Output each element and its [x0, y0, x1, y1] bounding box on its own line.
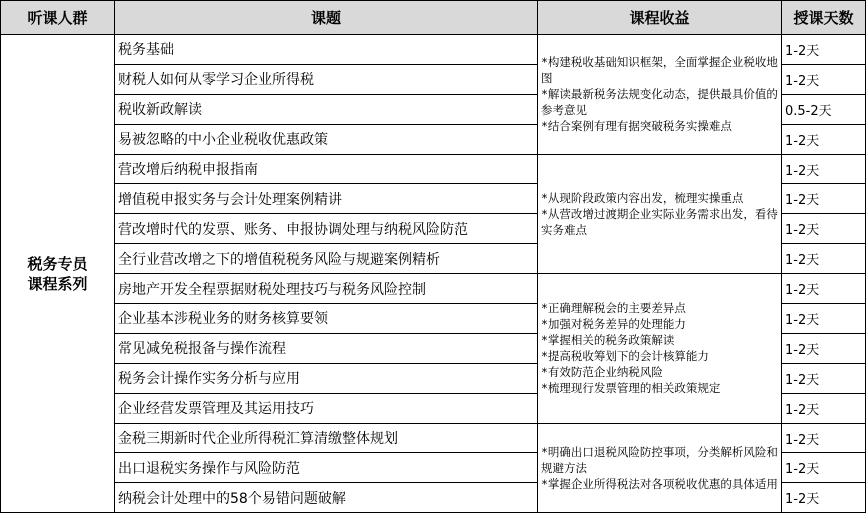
header-topic: 课题 — [115, 1, 538, 35]
topic-cell: 税收新政解读 — [115, 94, 538, 124]
benefit-cell — [538, 423, 782, 513]
audience-line: 课程系列 — [27, 274, 88, 293]
header-row — [1, 1, 866, 35]
benefit-item: *正确理解税会的主要差异点 — [541, 301, 686, 316]
benefit-item: *有效防范企业纳税风险 — [541, 365, 663, 380]
days-cell: 1-2天 — [782, 154, 866, 184]
table-row — [1, 423, 866, 453]
topic-cell: 营改增时代的发票、账务、申报协调处理与纳税风险防范 — [115, 214, 538, 244]
topic-cell: 易被忽略的中小企业税收优惠政策 — [115, 124, 538, 154]
topic-cell: 营改增后纳税申报指南 — [115, 154, 538, 184]
topic-cell: 常见减免税报备与操作流程 — [115, 333, 538, 363]
days-cell: 1-2天 — [782, 363, 866, 393]
benefit-item: *掌握企业所得税法对各项税收优惠的具体适用 — [541, 476, 778, 491]
benefit-item: *结合案例有理有据突破税务实操难点 — [541, 119, 732, 134]
table-row — [1, 154, 866, 184]
table-row — [1, 274, 866, 304]
header-audience: 听课人群 — [1, 1, 115, 35]
topic-cell: 金税三期新时代企业所得税汇算清缴整体规划 — [115, 423, 538, 453]
topic-cell: 财税人如何从零学习企业所得税 — [115, 64, 538, 94]
topic-cell: 税务基础 — [115, 35, 538, 65]
benefit-item: *掌握相关的税务政策解读 — [541, 333, 675, 348]
benefit-item: *梳理现行发票管理的相关政策规定 — [541, 381, 721, 396]
days-cell: 1-2天 — [782, 333, 866, 363]
benefit-item: *解读最新税务法规变化动态，提供最具价值的参考意见 — [541, 87, 778, 118]
table-body — [1, 35, 866, 513]
table-row — [1, 35, 866, 65]
days-cell: 1-2天 — [782, 304, 866, 334]
topic-cell: 全行业营改增之下的增值税税务风险与规避案例精析 — [115, 244, 538, 274]
days-cell: 1-2天 — [782, 423, 866, 453]
topic-cell: 增值税申报实务与会计处理案例精讲 — [115, 184, 538, 214]
benefit-item: *从营改增过渡期企业实际业务需求出发，看待实务难点 — [541, 206, 778, 237]
topic-cell: 税务会计操作实务分析与应用 — [115, 363, 538, 393]
benefit-item: *明确出口退税风险防控事项，分类解析风险和规避方法 — [541, 444, 778, 475]
days-cell: 1-2天 — [782, 453, 866, 483]
days-cell: 1-2天 — [782, 393, 866, 423]
benefit-cell — [538, 154, 782, 274]
benefit-item: *构建税收基础知识框架，全面掌握企业税收地图 — [541, 55, 778, 86]
days-cell: 1-2天 — [782, 35, 866, 65]
benefit-item: *提高税收筹划下的会计核算能力 — [541, 349, 709, 364]
topic-cell: 纳税会计处理中的58个易错问题破解 — [115, 483, 538, 513]
audience-cell — [1, 35, 115, 513]
days-cell: 1-2天 — [782, 64, 866, 94]
header-days: 授课天数 — [782, 1, 866, 35]
benefit-item: *从现阶段政策内容出发，梳理实操重点 — [541, 190, 744, 205]
header-benefit: 课程收益 — [538, 1, 782, 35]
days-cell: 1-2天 — [782, 184, 866, 214]
days-cell: 1-2天 — [782, 124, 866, 154]
benefit-cell — [538, 274, 782, 423]
topic-cell: 房地产开发全程票据财税处理技巧与税务风险控制 — [115, 274, 538, 304]
days-cell: 0.5-2天 — [782, 94, 866, 124]
days-cell: 1-2天 — [782, 244, 866, 274]
days-cell: 1-2天 — [782, 483, 866, 513]
days-cell: 1-2天 — [782, 274, 866, 304]
topic-cell: 出口退税实务操作与风险防范 — [115, 453, 538, 483]
benefit-item: *加强对税务差异的处理能力 — [541, 317, 686, 332]
audience-line: 税务专员 — [27, 254, 88, 273]
topic-cell: 企业经营发票管理及其运用技巧 — [115, 393, 538, 423]
days-cell: 1-2天 — [782, 214, 866, 244]
benefit-cell — [538, 35, 782, 155]
topic-cell: 企业基本涉税业务的财务核算要领 — [115, 304, 538, 334]
